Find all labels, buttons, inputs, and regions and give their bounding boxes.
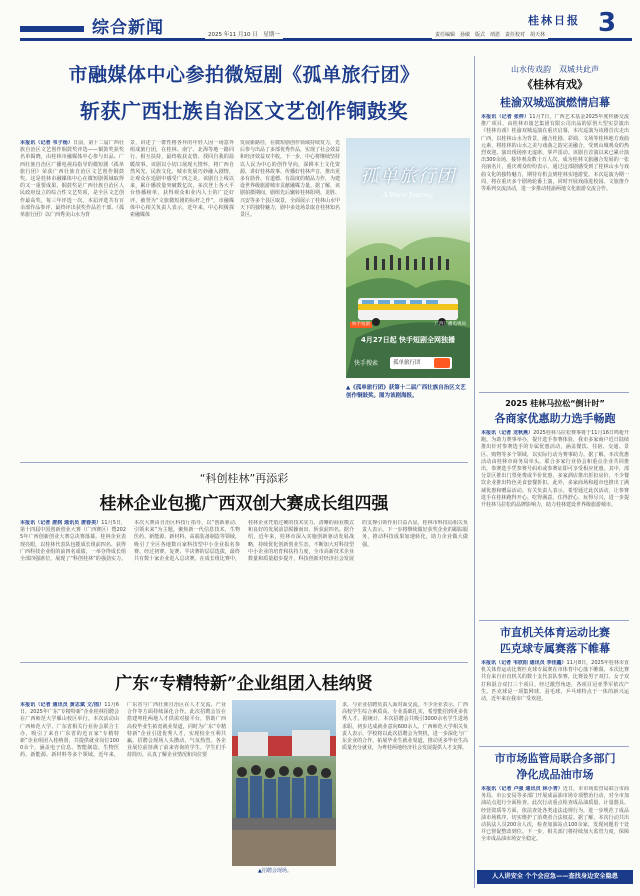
search-icon bbox=[434, 358, 450, 368]
drama-poster bbox=[346, 138, 470, 378]
editors-line: 责任编辑 孙敏 版式 靖恩 责任校对 胡天林 bbox=[432, 32, 548, 39]
sidebar-story4-byline: 本报讯（记者 卢强 通讯员 林小青） bbox=[481, 786, 563, 792]
sidebar-story3-body bbox=[481, 660, 629, 740]
job-fair-caption: ▲招聘会现场。 bbox=[258, 868, 292, 874]
sidebar-story4-body bbox=[481, 786, 629, 866]
poster-badges bbox=[350, 322, 466, 328]
job-fair-photo bbox=[232, 700, 336, 866]
lead-body-col1 bbox=[20, 140, 124, 456]
divider bbox=[20, 662, 468, 663]
lead-body-col3 bbox=[240, 140, 340, 456]
lead-headline bbox=[20, 62, 468, 125]
sidebar-kicker: 山水传戏韵 双城共此声 bbox=[511, 65, 599, 74]
poster-search-term: 孤单旅行团 bbox=[393, 360, 421, 366]
lead-body-text: 日前，第十二届广西壮族自治区文艺创作铜鼓奖评选——铜鼓奖获奖名单揭晓，由桂林市融媒体中心参与出品、广西壮族自治区广播电视局指导的微短剧《孤单旅行团》荣获广西壮族自治区文艺创作铜鼓奖。这是桂林市融媒体中心在微短剧领域取得的又一重要成果。铜鼓奖是广西壮族自治区人民政府设立的综合性文艺奖项，是全区文艺创作最高奖，每三年评选一次。本届评选共有百余部作品参评，最终评出获奖作品若干部。《孤单旅行团》以广西秀美山水为背 bbox=[20, 140, 124, 219]
middle-body bbox=[20, 520, 468, 652]
sidebar-story1-title: 桂渝双城巡演燃情启幕 bbox=[500, 96, 610, 109]
lead-title-line2: 斩获广西壮族自治区文艺创作铜鼓奖 bbox=[80, 99, 408, 123]
sidebar-story1-byline: 本报讯（记者 张梓） bbox=[481, 114, 530, 120]
poster-badge: 广西广播电视局 bbox=[434, 322, 466, 327]
date-line: 2025 年11 月10 日 星期一 bbox=[205, 32, 283, 39]
divider bbox=[479, 620, 629, 621]
sidebar-story2-byline: 本报讯（记者 龙秋燕） bbox=[481, 430, 534, 436]
sidebar bbox=[474, 56, 632, 888]
masthead-bar-left bbox=[20, 26, 84, 32]
lead-body-text-cont: 景，讲述了一群性格各异的年轻人因一场意外组成旅行团，在桂林、南宁、北海等地一路同行、相互扶持，最终收获友情、找回自我的温暖故事。该剧以小切口展现大情怀，将广西自然风光、民族文化、城市发展巧妙融入剧情，让观众在追剧中感受广西之美。该剧自上线以来，累计播放量突破数亿次，多次登上各大平台热播榜单，获得观众和业内人士的广泛好评，被誉为“文旅微短剧的标杆之作”。市融媒体中心相关负责人表示，近年来，中心积极探索融媒体 bbox=[130, 140, 234, 219]
poster-subtitle: A Warm Journey bbox=[383, 192, 433, 199]
safety-banner-text: 人人讲安全 个个会应急——查找身边安全隐患 bbox=[492, 873, 618, 880]
sidebar-story1-body bbox=[481, 114, 629, 380]
lead-body-text-cont: 发展新路径，在微短剧创作领域持续发力，先后参与出品了多部优秀作品，实现了社会效益和经济效益双丰收。下一步，中心将继续坚持以人民为中心的创作导向，深耕本土文化资源，讲好桂林故事、传播好桂林声音，推出更多有筋骨、有道德、有温度的精品力作，为建设世界级旅游城市贡献融媒力量。据了解，该剧拍摄期间，剧组先后辗转桂林阳朔、龙胜、兴安等多个县区取景，全面展示了桂林山水甲天下的独特魅力，剧中多处场景取自桂林知名景区。 bbox=[240, 140, 340, 219]
sidebar-story2-text: 2025桂林马拉松赛事将于11月16日鸣枪开跑。为助力赛事举办，提升选手参赛体验，我市多家商户近日陆续推出针对参赛选手的专属优惠活动，涵盖餐饮、住宿、交通、景区、购物等多个领域，以实际行动为赛事助力。据了解，本次优惠活动由桂林市商务局牵头，联合多家行业协会和重点企业共同推出，参赛选手凭参赛号码布或参赛证即可享受相应优惠。其中，部分景区推出门票免费或半价优惠，多家酒店推出折扣房价，不少餐饮企业推出特色美食套餐折扣。此外，多家商场和超市也推出了满减优惠和赠品活动。有关负责人表示，希望通过此次活动，让参赛选手在桂林跑得开心、吃得满意、住得舒心、玩得尽兴，进一步提升桂林马拉松的品牌影响力，助力桂林建设世界级旅游城市。 bbox=[481, 430, 629, 509]
sidebar-story3-title-2: 匹克球专属赛落下帷幕 bbox=[500, 642, 610, 655]
lead-body-col2 bbox=[130, 140, 234, 456]
divider bbox=[20, 462, 468, 463]
divider bbox=[479, 746, 629, 747]
bottom-body-left bbox=[20, 702, 226, 874]
divider bbox=[479, 392, 629, 393]
poster-premiere: 4月27日起 快手短剧全网独播 bbox=[360, 336, 456, 344]
sidebar-story2-body bbox=[481, 430, 629, 610]
middle-byline: 本报讯（记者 唐润 通讯员 唐春美） bbox=[20, 520, 102, 526]
sidebar-story4-title-2: 净化成品油市场 bbox=[516, 768, 594, 781]
bottom-body-text: 11月6日，2025年广东“专精特新”企业桂林招聘会在广西师范大学雁山校区举行。本次活动由广西师范大学、广东省相关行业协会联合主办，吸引了来自广东省的近百家“专精特新”企业组团入桂纳贤，共提供就业岗位1000余个，涵盖电子信息、智能制造、生物医药、新能源、新材料等多个领域。近年来，广东省与广西壮族自治区在人才交流、产业合作等方面持续深化合作。此次招聘会旨在搭建粤桂两地人才供需对接平台，帮助广西高校毕业生拓宽就业渠道，同时为广东“专精特新”企业引进优秀人才，实现校企互利共赢。招聘会现场人头攒动，气氛热烈。各企业展位前挤满了前来咨询的学生，学生们手持简历，认真了解企业情况和岗位要 bbox=[20, 702, 226, 759]
poster-app-label: 快手搜索 bbox=[354, 360, 379, 367]
middle-body-text: 11月5日，第十四届中国创新创业大赛（广西赛区）暨2025年广西创新创业大赛总决赛落幕。桂林企业表现亮眼，以桂林代表队包揽成长组前四名、获得广西科技企业组的前四名成绩，一举夺得成长组全部四强席位，展现了“科创桂林”的强劲实力。本次大赛由自治区科技厅指导，以“创新驱动、引领未来”为主题，聚焦新一代信息技术、生物医药、新能源、新材料、高端装备制造等领域，吸引了全区各地数百家科技型中小企业报名参赛。经过初赛、复赛、半决赛的层层选拔，最终共有数十家企业进入总决赛。在成长组比赛中，桂林企业凭借过硬的技术实力、清晰的商业模式和良好的发展前景脱颖而出，斩获前四名。据介绍，近年来，桂林市深入实施创新驱动发展战略，持续优化创新创业生态，不断加大对科技型中小企业的培育和扶持力度，全市高新技术企业数量和质量稳步提升，科技创新对经济社会发展的支撑引领作用日益凸显。桂林市科技局相关负责人表示，下一步将继续做好获奖企业的跟踪服务，推动科技成果加速转化，助力企业做大做强。 bbox=[20, 520, 468, 563]
sidebar-story1-text: 11月7日，广西艺术基金2025年度传播交流推广项目、由桂林市演艺集团有限公司出品的原创大型实景演出《桂林有戏》桂渝双城巡演在重庆启幕，本次巡演为该剧首次走出广西，以桂林山水为背景，融合桂剧、彩调、文场等桂林地方戏曲元素，将桂林的山水之美与戏曲之韵完美融合，受到山城观众的热烈欢迎。演出现场座无虚席，掌声雷动。该剧自首演以来已累计演出300余场，接待观众数十万人次，成为桂林文旅融合发展的一张亮丽名片，重庆观众纷纷表示，通过这部剧感受到了桂林山水与戏曲文化的独特魅力，期待有机会到桂林实地游览。本次巡演为期一周，将在重庆多个剧场轮番上演，同时开展戏曲进校园、文旅推介等系列交流活动，进一步推动桂渝两地文化旅游交流合作。 bbox=[481, 114, 629, 193]
sidebar-story4-text: 近日，市市场监管局联合市商务局、市公安局等多部门开展成品油市场专项整治行动，对全市加油站点进行全面检查。此次行动重点检查成品油质量、计量器具、经营资质等方面，依法查处各类违法违规行为，进一步规范了成品油市场秩序，切实维护了消费者合法权益。据了解，本次行动共出动执法人员200余人次，检查加油站点100余家，发现问题若干处并已督促整改到位。下一步，相关部门将持续加大监管力度，保障全市成品油市场安全稳定。 bbox=[481, 786, 629, 843]
sidebar-story4-title-1: 市市场监管局联合多部门 bbox=[494, 752, 616, 765]
page-number: 3 bbox=[598, 8, 617, 38]
bottom-title: 广东“专精特新”企业组团入桂纳贤 bbox=[115, 674, 373, 694]
middle-kicker: “科创桂林”再添彩 bbox=[199, 472, 289, 485]
poster-badge: 快手短剧 bbox=[352, 322, 370, 327]
sidebar-story2-title: 各商家优惠助力选手畅跑 bbox=[494, 412, 616, 425]
sidebar-story3-title-1: 市直机关体育运动比赛 bbox=[500, 626, 610, 639]
middle-title: 桂林企业包揽广西双创大赛成长组四强 bbox=[99, 494, 389, 514]
sidebar-story2-kicker: 2025 桂林马拉松“倒计时” bbox=[505, 399, 605, 408]
lead-byline: 本报讯（记者 韦子杨） bbox=[20, 140, 73, 146]
paper-name: 桂林日报 bbox=[528, 14, 580, 27]
bottom-body-text-cont: 求，与企业招聘负责人面对面交流。不少企业表示，广西高校学生综合素质高、专业基础扎实，希望能招到更多优秀人才。据统计，本次招聘会共吸引3000余名学生进场求职，初步达成就业意向600余人。广西师范大学相关负责人表示，学校将以此次招聘会为契机，进一步深化与广东企业的合作，拓展毕业生就业渠道，推动更多毕业生高质量充分就业，为粤桂两地经济社会发展提供人才支撑。 bbox=[342, 702, 468, 752]
safety-banner bbox=[477, 870, 633, 884]
sidebar-story1-subtitle: 《桂林有戏》 bbox=[522, 78, 588, 91]
poster-title: 孤单旅行团 bbox=[360, 166, 456, 187]
bottom-body-right bbox=[342, 702, 468, 874]
masthead bbox=[0, 0, 640, 48]
lead-title-line1: 市融媒体中心参拍微短剧《孤单旅行团》 bbox=[68, 64, 420, 86]
sidebar-story3-text: 11月8日，2025年桂林市直机关体育运动比赛匹克球专属赛在市体育中心落下帷幕。本次比赛共有来自市直机关的数十支代表队参赛，比赛设男子双打、女子双打和混合双打三个项目。经过激烈角逐，各项目冠亚季军依次产生。匹克球是一项集网球、羽毛球、乒乓球特点于一体的新兴运动，近年来在我市广受欢迎。 bbox=[481, 660, 629, 703]
poster-caption: ▲《孤单旅行团》获第十二届广西壮族自治区文艺创作铜鼓奖。图为该剧海报。 bbox=[346, 385, 466, 399]
section-name: 综合新闻 bbox=[92, 18, 164, 38]
sidebar-story3-byline: 本报讯（记者 韦欣阳 通讯员 李佳鑫） bbox=[481, 660, 567, 666]
bottom-byline: 本报讯（记者 通讯员 黄志斌 文/图） bbox=[20, 702, 105, 708]
job-fair-scene bbox=[232, 700, 336, 866]
poster-search-box bbox=[390, 357, 452, 369]
